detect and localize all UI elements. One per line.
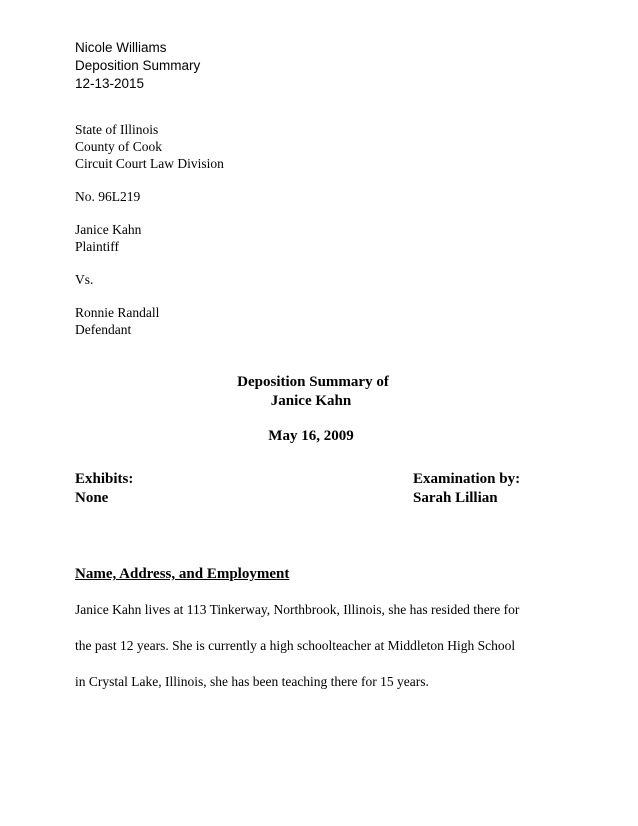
plaintiff-role: Plaintiff <box>75 239 120 254</box>
examination-label: Examination by: <box>413 471 521 487</box>
court-line: Circuit Court Law Division <box>75 156 224 171</box>
case-number: No. 96L219 <box>75 189 141 204</box>
versus-line: Vs. <box>75 272 94 287</box>
examiner-name: Sarah Lillian <box>413 490 498 506</box>
case-caption <box>75 121 224 338</box>
document-header <box>75 39 200 93</box>
header-date: 12-13-2015 <box>75 76 145 91</box>
defendant-name: Ronnie Randall <box>75 305 160 320</box>
summary-title: Deposition Summary of <box>237 374 389 390</box>
examination-block <box>413 470 520 508</box>
exhibits-label: Exhibits: <box>75 471 134 487</box>
county-line: County of Cook <box>75 139 163 154</box>
body-line: Janice Kahn lives at 113 Tinkerway, Northbrook, Illinois, she has resided there for <box>75 602 520 617</box>
deponent-name: Janice Kahn <box>270 393 352 409</box>
defendant-role: Defendant <box>75 322 132 337</box>
document-title: Deposition Summary <box>75 58 201 73</box>
body-line: in Crystal Lake, Illinois, she has been teaching there for 15 years. <box>75 674 429 689</box>
author-name: Nicole Williams <box>75 40 167 55</box>
exhibits-block <box>75 470 133 508</box>
plaintiff-name: Janice Kahn <box>75 222 142 237</box>
deposition-date: May 16, 2009 <box>268 428 354 444</box>
exhibits-value: None <box>75 490 109 506</box>
summary-title-block <box>0 373 638 446</box>
body-line: the past 12 years. She is currently a high schoolteacher at Middleton High School <box>75 638 516 653</box>
section-heading: Name, Address, and Employment <box>75 566 290 582</box>
state-line: State of Illinois <box>75 122 159 137</box>
